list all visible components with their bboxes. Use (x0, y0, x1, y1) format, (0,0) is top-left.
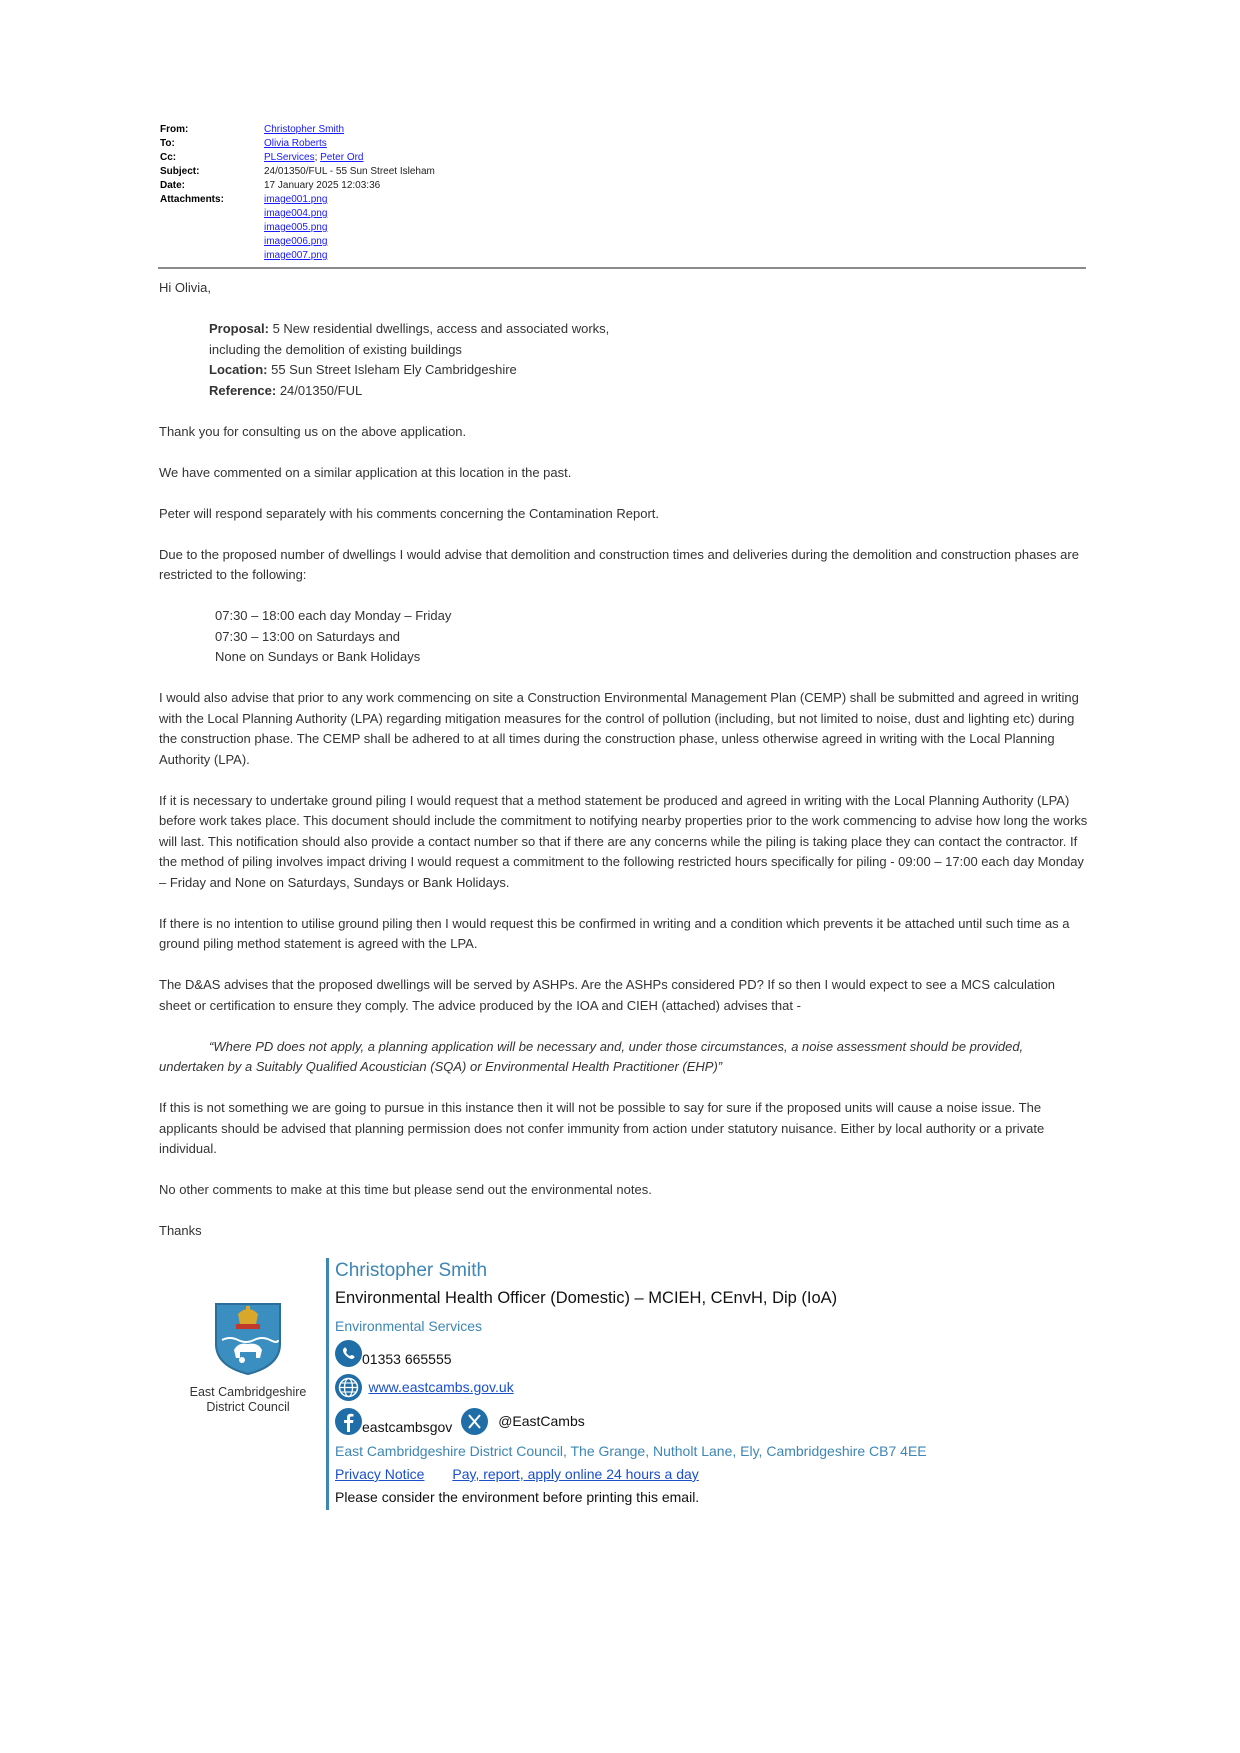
paragraph: I would also advise that prior to any work commencing on site a Construction Environmental Management Plan (CEMP) shall be submitted and agreed in writing with the Local Planning Authority (LPA) regarding mitigation measures for the control of pollution (including, but not limited to noise, dust and lighting etc) during the construction phase. The CEMP shall be adhered to at all times during the construction phase, unless otherwise agreed in writing with the Local Planning Authority (LPA). (159, 690, 1079, 767)
signature-phone[interactable]: 01353 665555 (362, 1351, 452, 1367)
signature-department: Environmental Services (335, 1318, 483, 1334)
logo-line-1: East Cambridgeshire (189, 1385, 307, 1399)
quote: “Where PD does not apply, a planning application will be necessary and, under those circumstances, a noise assessment should be provided, undertaken by a Suitably Qualified Acoustician (SQA) or Environmental Health Practitioner (EHP)” (159, 1038, 1024, 1074)
from-label: From: (160, 124, 189, 135)
environment-note: Please consider the environment before printing this email. (335, 1489, 700, 1505)
attachment-link[interactable]: image007.png (264, 250, 328, 261)
location-text: 55 Sun Street Isleham Ely Cambridgeshire (267, 362, 517, 377)
time-item: 07:30 – 18:00 each day Monday – Friday (215, 608, 452, 623)
signature-name: Christopher Smith (335, 1260, 488, 1281)
reference-text: 24/01350/FUL (276, 382, 363, 398)
header-divider (158, 267, 1086, 269)
date-value: 17 January 2025 12:03:36 (264, 180, 381, 191)
time-item: 07:30 – 13:00 on Saturdays and (215, 628, 401, 644)
privacy-notice-link[interactable]: Privacy Notice (335, 1466, 425, 1482)
greeting: Hi Olivia, (159, 280, 212, 295)
proposal-label: Proposal: (209, 321, 269, 336)
paragraph: If it is necessary to undertake ground piling I would request that a method statement be produced and agreed in writing with the Local Planning Authority (LPA) before work takes place. This document should include the commitment to notifying nearby properties prior to the work commencing to advise how long the works will last. This notification should also provide a contact number so that if there are any concerns while the piling is taking place they can contact the contractor. If the method of piling involves impact driving I would request a commitment to the following restricted hours specifically for piling - 09:00 – 17:00 each day Monday – Friday and None on Saturdays, Sundays or Bank Holidays. (159, 792, 1088, 890)
paragraph: Due to the proposed number of dwellings I would advise that demolition and construction times and deliveries during the demolition and construction phases are restricted to the following: (159, 546, 1079, 582)
from-link[interactable]: Christopher Smith (264, 124, 345, 135)
to-row (160, 137, 435, 151)
attachment-link[interactable]: image006.png (264, 236, 328, 247)
attachment-link[interactable]: image001.png (264, 194, 328, 205)
signature-block (326, 1258, 1095, 1510)
paragraph: The D&AS advises that the proposed dwellings will be served by ASHPs. Are the ASHPs considered PD? If so then I would expect to see a MCS calculation sheet or certification to ensure they comply. The advice produced by the IOA and CIEH (attached) advises that - (159, 977, 1056, 1013)
from-row (160, 123, 435, 137)
attachments-row (160, 193, 435, 263)
signature-title: Environmental Health Officer (Domestic) – MCIEH, CEnvH, Dip (IoA) (335, 1289, 838, 1307)
cc-row (160, 151, 435, 165)
signoff: Thanks (159, 1223, 202, 1238)
attachment-link[interactable]: image005.png (264, 222, 328, 233)
social-row (335, 1408, 1095, 1438)
website-link[interactable]: www.eastcambs.gov.uk (368, 1378, 514, 1395)
paragraph: If there is no intention to utilise ground piling then I would request this be confirmed in writing and a condition which prevents it be attached until such time as a ground piling method statement is agreed with the LPA. (159, 915, 1070, 951)
attachment-link[interactable]: image004.png (264, 208, 328, 219)
cc-link-plservices[interactable]: PLServices (264, 152, 315, 163)
signature-links-row (335, 1462, 1095, 1486)
date-label: Date: (160, 180, 186, 191)
cc-label: Cc: (160, 152, 177, 163)
globe-icon (335, 1374, 362, 1401)
paragraph: No other comments to make at this time but please send out the environmental notes. (159, 1182, 652, 1197)
attachments-label: Attachments: (160, 194, 224, 205)
facebook-handle[interactable]: eastcambsgov (362, 1419, 453, 1435)
x-twitter-icon[interactable] (461, 1408, 488, 1435)
email-header (160, 123, 435, 263)
facebook-icon[interactable] (335, 1408, 362, 1435)
logo-line-2: District Council (206, 1400, 290, 1414)
to-label: To: (160, 138, 175, 149)
twitter-handle[interactable]: @EastCambs (498, 1412, 585, 1429)
email-body (159, 278, 1089, 1262)
signature-address: East Cambridgeshire District Council, The Grange, Nutholt Lane, Ely, Cambridgeshire CB7 4EE (335, 1443, 927, 1459)
pay-report-apply-link[interactable]: Pay, report, apply online 24 hours a day (452, 1466, 699, 1482)
subject-row (160, 165, 435, 179)
subject-value: 24/01350/FUL - 55 Sun Street Isleham (264, 166, 435, 177)
crest-icon (212, 1300, 284, 1376)
restricted-times-list (215, 606, 1089, 668)
phone-row (335, 1340, 1095, 1370)
paragraph: Peter will respond separately with his comments concerning the Contamination Report. (159, 505, 660, 521)
reference-label: Reference: (209, 382, 277, 398)
to-link[interactable]: Olivia Roberts (264, 138, 327, 149)
paragraph: Thank you for consulting us on the above application. (159, 423, 467, 439)
paragraph: We have commented on a similar application at this location in the past. (159, 464, 572, 480)
proposal-text-cont: including the demolition of existing buildings (209, 341, 462, 357)
date-row (160, 179, 435, 193)
proposal-text: 5 New residential dwellings, access and associated works, (268, 321, 610, 336)
paragraph: If this is not something we are going to pursue in this instance then it will not be possible to say for sure if the proposed units will cause a noise issue. The applicants should be advised that planning permission does not confer immunity from action under statutory nuisance. Either by local authority or a private individual. (159, 1100, 1045, 1156)
website-row (335, 1374, 1095, 1404)
location-label: Location: (209, 362, 268, 377)
subject-label: Subject: (160, 166, 200, 177)
whatsapp-icon (335, 1340, 362, 1367)
proposal-block (209, 319, 1089, 401)
time-item: None on Sundays or Bank Holidays (215, 649, 421, 664)
cc-separator: ; (314, 152, 321, 163)
council-logo (186, 1300, 310, 1415)
cc-link-peter-ord[interactable]: Peter Ord (320, 152, 364, 163)
